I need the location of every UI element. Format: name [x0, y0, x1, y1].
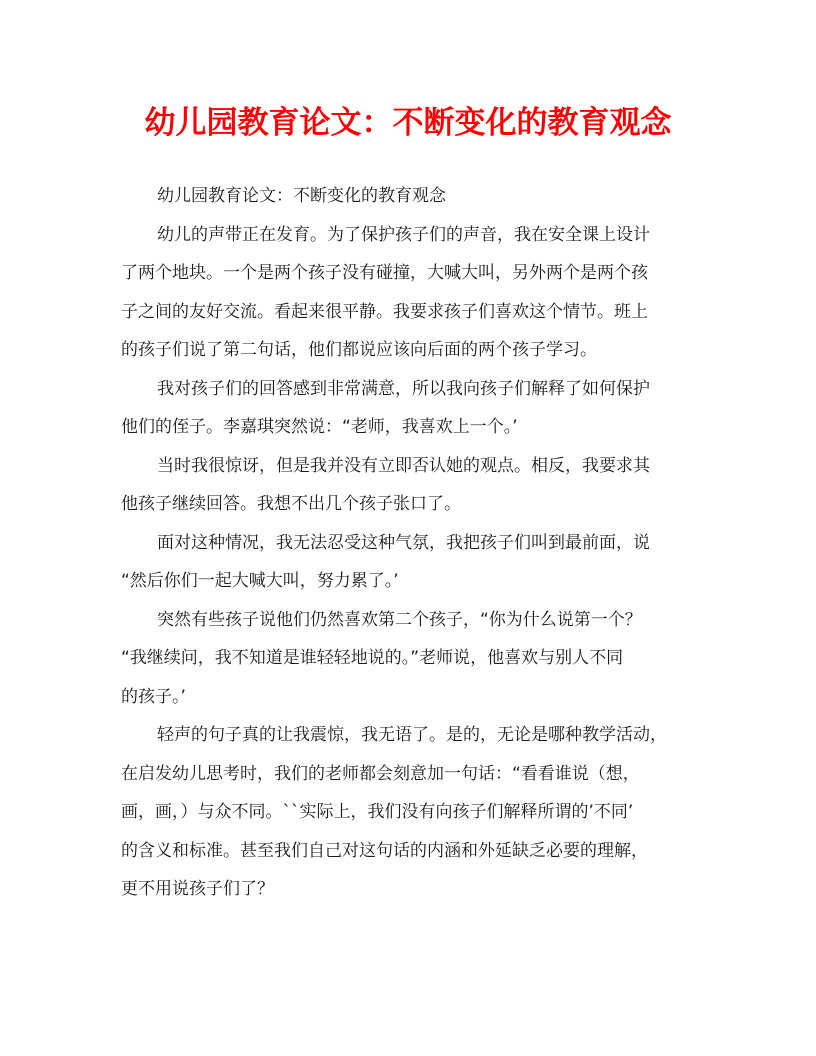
text-line: “我继续问，我不知道是谁轻轻地说的。”老师说，他喜欢与别人不同: [121, 648, 624, 668]
document-body: [121, 177, 697, 909]
paragraph: [121, 216, 697, 370]
text-line: 的含义和标准。甚至我们自己对这句话的内涵和外延缺乏必要的理解，: [121, 840, 648, 861]
text-line: 的孩子们说了第二句话，他们都说应该向后面的两个孩子学习。: [121, 340, 597, 360]
text-line: 面对这种情况，我无法忍受这种气氛，我把孩子们叫到最前面，说: [157, 532, 650, 553]
text-line: 我对孩子们的回答感到非常满意，所以我向孩子们解释了如何保护: [157, 378, 650, 399]
paragraph: [121, 716, 697, 909]
text-line: 他们的侄子。李嘉琪突然说：“老师，我喜欢上一个。’: [121, 417, 518, 437]
paragraph: [121, 177, 697, 216]
text-line: 突然有些孩子说他们仍然喜欢第二个孩子，“你为什么说第一个？: [157, 609, 642, 630]
document-title: 幼儿园教育论文：不断变化的教育观念: [144, 105, 672, 141]
text-line: 的孩子。’: [121, 686, 186, 707]
paragraph: [121, 524, 697, 601]
text-line: 画，画，）与众不同。``实际上，我们没有向孩子们解释所谓的’不同’: [121, 802, 634, 822]
text-line: 幼儿园教育论文：不断变化的教育观念: [157, 186, 446, 206]
text-line: 子之间的友好交流。看起来很平静。我要求孩子们喜欢这个情节。班上: [121, 301, 648, 322]
paragraph: [121, 601, 697, 717]
text-line: 更不用说孩子们了？: [121, 879, 274, 899]
text-line: “然后你们一起大喊大叫，努力累了。’: [121, 571, 399, 591]
paragraph: [121, 370, 697, 447]
text-line: 在启发幼儿思考时，我们的老师都会刻意加一句话：“看看谁说（想，: [121, 763, 640, 784]
text-line: 幼儿的声带正在发育。为了保护孩子们的声音，我在安全课上设计: [157, 224, 650, 245]
text-line: 当时我很惊讶，但是我并没有立即否认她的观点。相反，我要求其: [157, 455, 650, 476]
text-line: 了两个地块。一个是两个孩子没有碰撞，大喊大叫，另外两个是两个孩: [121, 263, 648, 283]
text-line: 轻声的句子真的让我震惊，我无语了。是的，无论是哪种教学活动，: [157, 725, 667, 745]
paragraph: [121, 447, 697, 524]
text-line: 他孩子继续回答。我想不出几个孩子张口了。: [121, 494, 461, 514]
